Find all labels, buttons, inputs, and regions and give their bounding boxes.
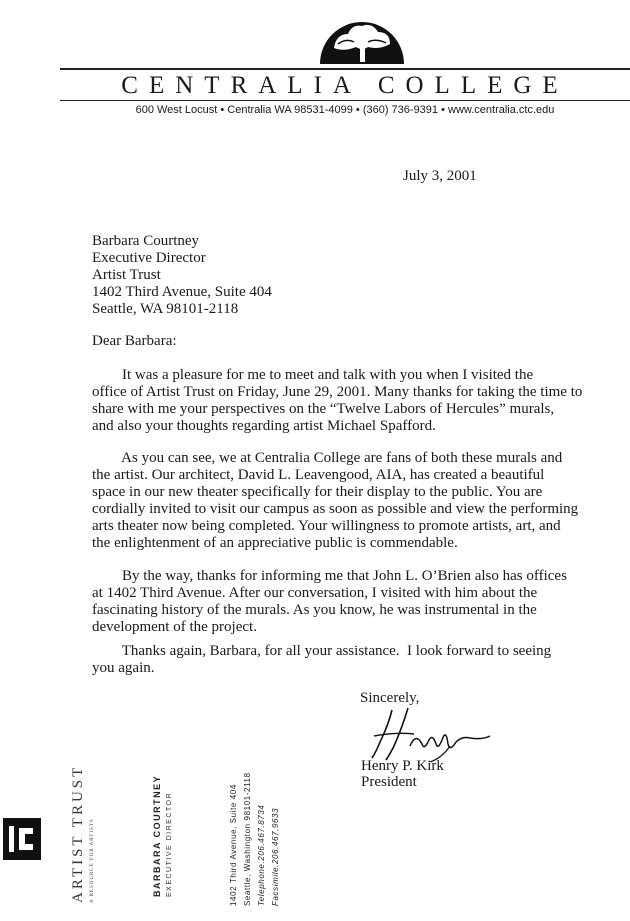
- footer-address-line: 1402 Third Avenue, Suite 404: [229, 784, 238, 906]
- paragraph-line: As you can see, we at Centralia College are fans of both these murals and: [92, 450, 563, 466]
- body-paragraph: [92, 643, 622, 677]
- paragraph-line: arts theater now being completed. Your willingness to promote artists, art, and: [92, 518, 561, 534]
- recipient-line: Barbara Courtney: [92, 233, 200, 249]
- paragraph-line: development of the project.: [92, 619, 257, 635]
- paragraph-line: cordially invited to visit our campus as soon as possible and view the performing: [92, 501, 579, 517]
- letter-date: July 3, 2001: [403, 168, 477, 184]
- salutation: Dear Barbara:: [92, 333, 177, 349]
- signer-title: President: [361, 774, 417, 790]
- signer-name: Henry P. Kirk: [361, 758, 444, 774]
- paragraph-line: and also your thoughts regarding artist Michael Spafford.: [92, 418, 436, 434]
- paragraph-line: Thanks again, Barbara, for all your assistance. I look forward to seeing: [92, 643, 552, 659]
- tree-in-circle-logo-icon: [316, 4, 408, 66]
- paragraph-line: fascinating history of the murals. As you know, he was instrumental in the: [92, 602, 537, 618]
- footer-facsimile: Facsimile.206.467.9633: [271, 807, 280, 906]
- paragraph-line: the enlightenment of an appreciative public is commendable.: [92, 535, 458, 551]
- body-paragraph: [92, 450, 622, 552]
- recipient-line: Artist Trust: [92, 267, 161, 283]
- artist-trust-tagline: A RESOURCE FOR ARTISTS: [90, 818, 95, 903]
- recipient-line: Seattle, WA 98101-2118: [92, 301, 239, 317]
- paragraph-line: By the way, thanks for informing me that John L. O’Brien also has offices: [92, 568, 567, 584]
- artist-trust-logo-icon: [3, 818, 41, 860]
- paragraph-line: the artist. Our architect, David L. Leavengood, AIA, has created a beautiful: [92, 467, 545, 483]
- footer-address-line: Seattle, Washington 98101-2118: [243, 772, 252, 906]
- paragraph-line: you again.: [92, 660, 155, 676]
- recipient-block: [92, 233, 272, 318]
- footer-telephone: Telephone.206.467.8734: [257, 804, 266, 906]
- letterhead-rule-bottom: [60, 100, 630, 101]
- paragraph-line: at 1402 Third Avenue. After our conversation, I visited with him about the: [92, 585, 538, 601]
- paragraph-line: office of Artist Trust on Friday, June 29, 2001. Many thanks for taking the time to: [92, 384, 583, 400]
- footer-contact-name: BARBARA COURTNEY: [152, 774, 162, 897]
- artist-trust-name: ARTIST TRUST: [70, 764, 86, 903]
- handwritten-signature: [350, 706, 500, 764]
- paragraph-line: It was a pleasure for me to meet and talk with you when I visited the: [92, 367, 534, 383]
- college-name: CENTRALIA COLLEGE: [121, 72, 569, 99]
- body-paragraph: [92, 568, 622, 636]
- body-paragraph: [92, 367, 622, 435]
- closing: Sincerely,: [360, 690, 420, 706]
- recipient-line: Executive Director: [92, 250, 206, 266]
- recipient-line: 1402 Third Avenue, Suite 404: [92, 284, 272, 300]
- footer-contact-title: EXECUTIVE DIRECTOR: [166, 791, 173, 897]
- paragraph-line: space in our new theater specifically for their display to the public. You are: [92, 484, 543, 500]
- paragraph-line: share with me your perspectives on the “Twelve Labors of Hercules” murals,: [92, 401, 555, 417]
- college-address-line: 600 West Locust • Centralia WA 98531-4099 • (360) 736-9391 • www.centralia.ctc.edu: [135, 104, 555, 116]
- letterhead-rule-top: [60, 68, 630, 70]
